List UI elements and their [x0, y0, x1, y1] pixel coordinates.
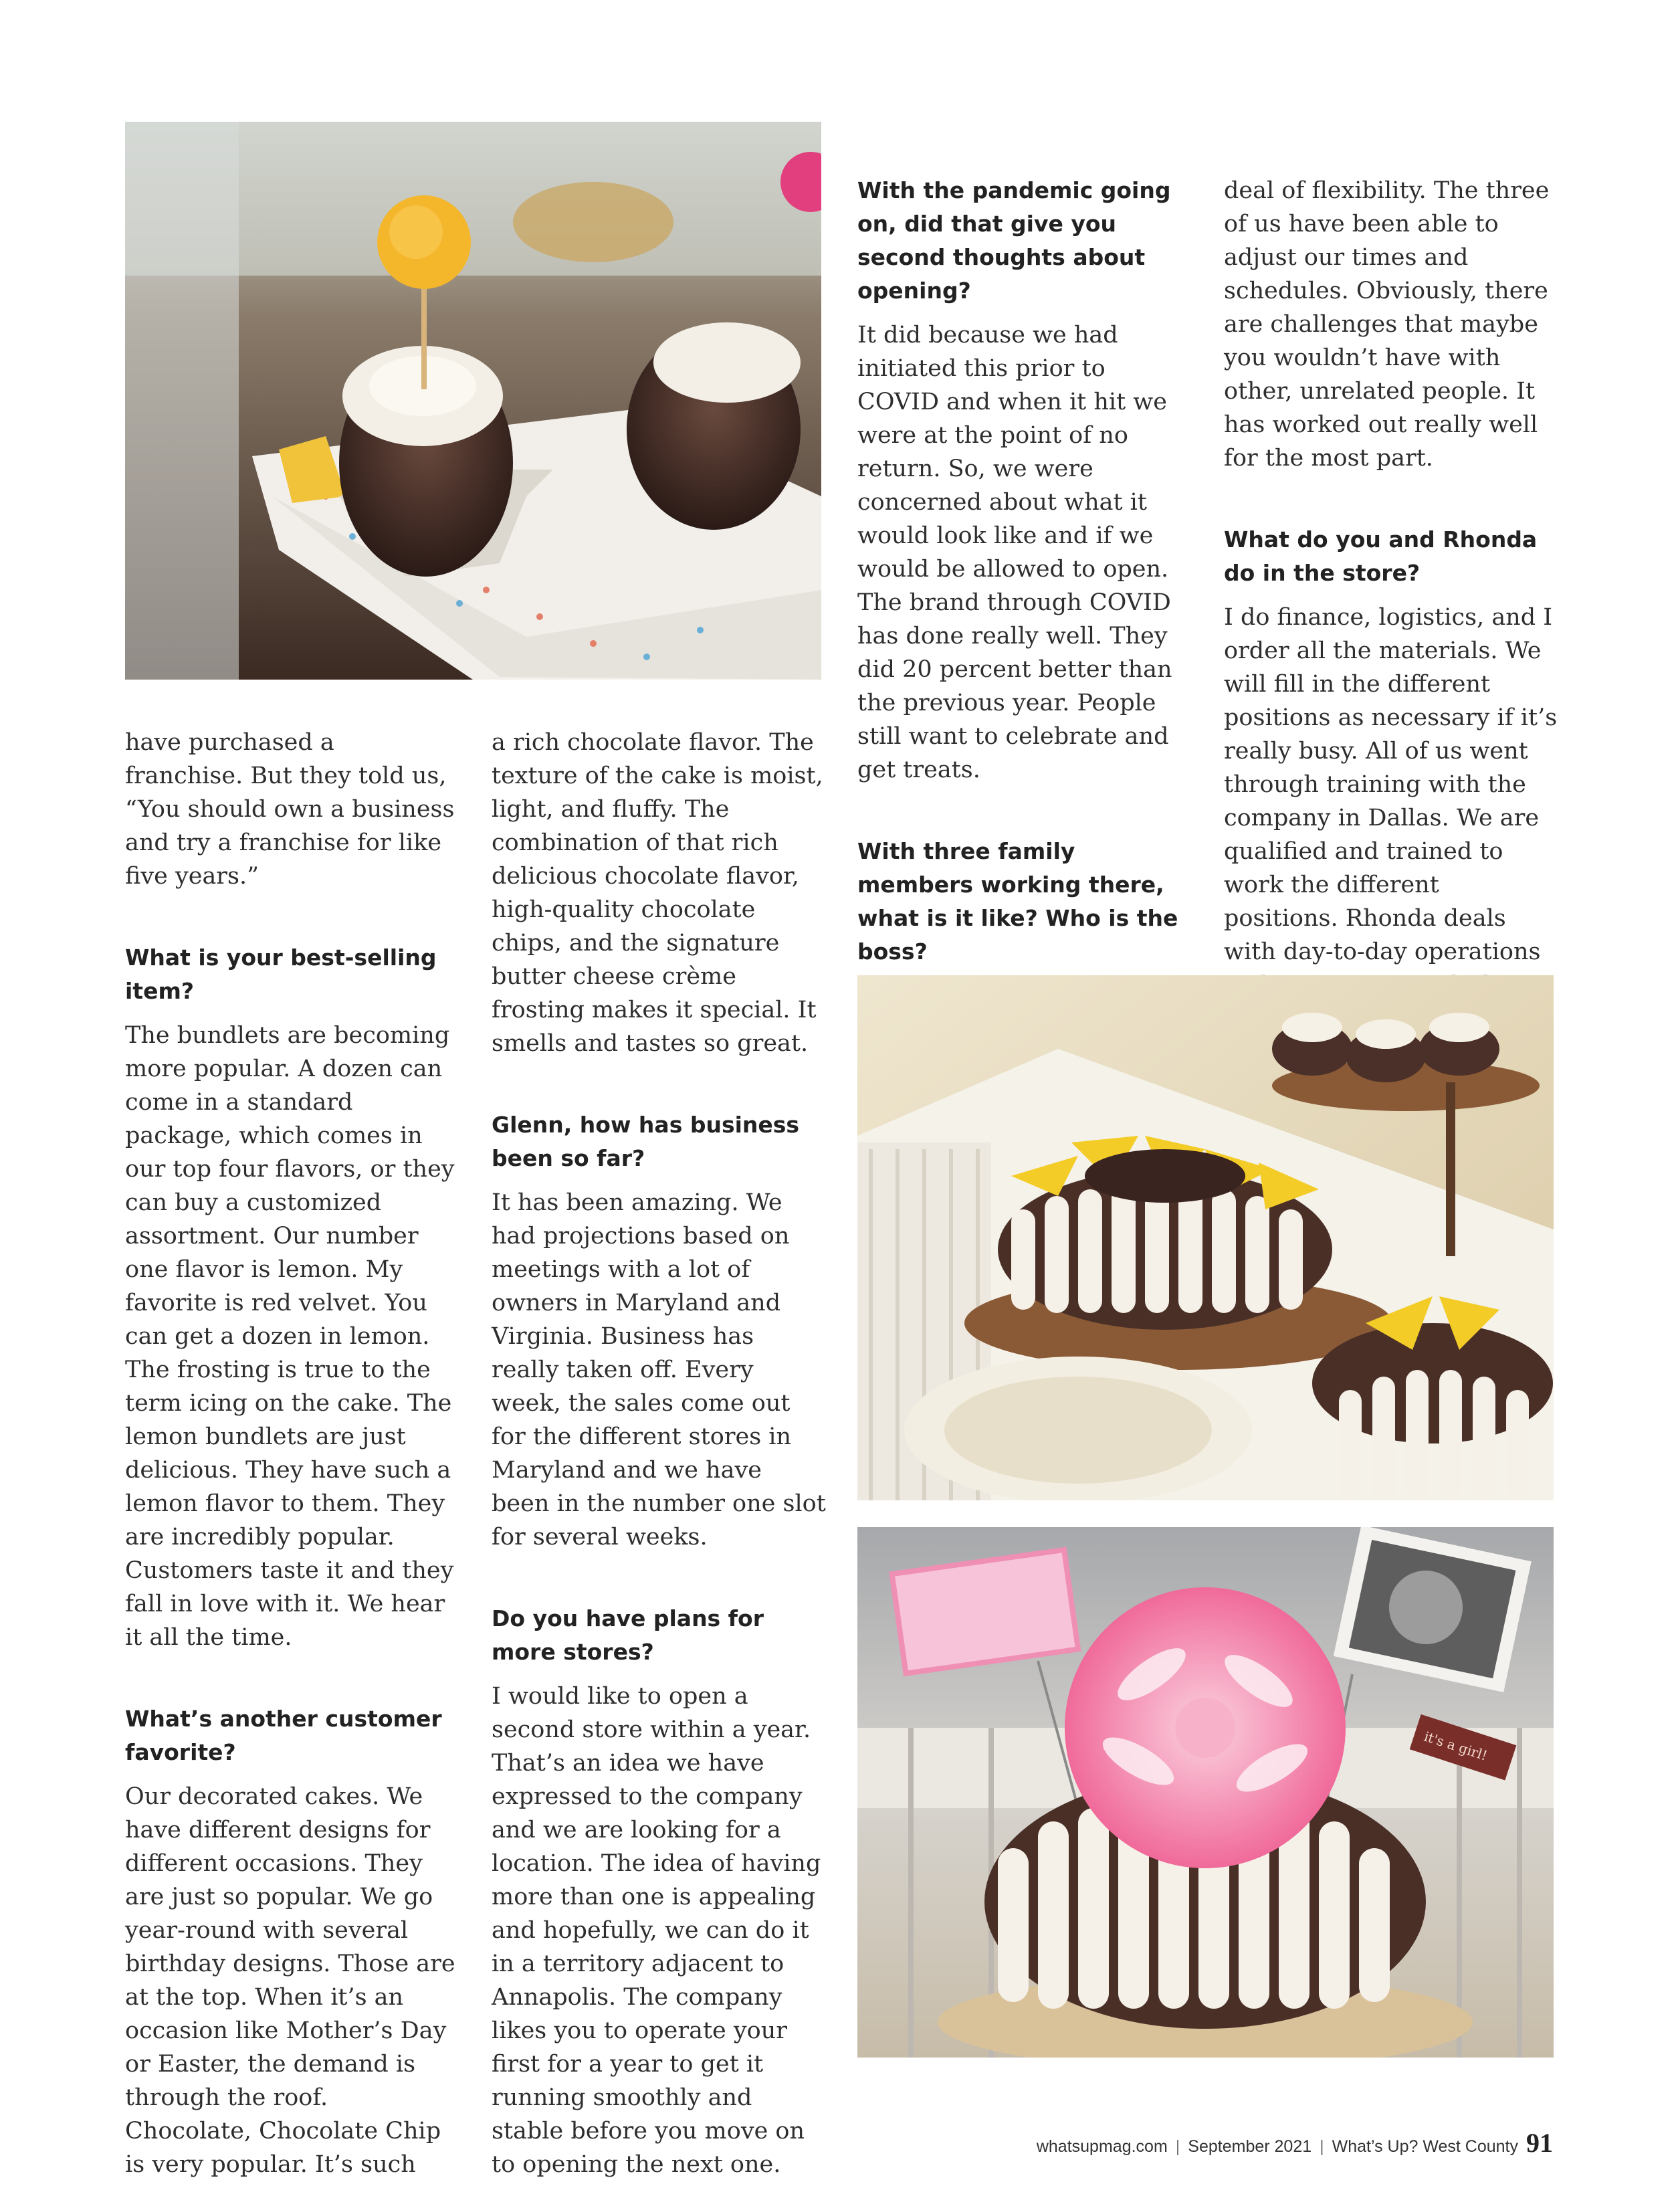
column-2: [492, 726, 826, 2196]
page-number: 91: [1526, 2128, 1553, 2158]
col1-heading: What is your best-selling item?: [125, 944, 437, 1004]
footer-separator: |: [1175, 2137, 1180, 2156]
col1-paragraph: have purchased a franchise. But they told us, “You should own a business and try a franchise for like five years.”: [125, 729, 455, 890]
footer-separator: |: [1320, 2137, 1324, 2156]
col2-paragraph: a rich chocolate flavor. The texture of the cake is moist, light, and fluffy. The combination of that rich delicious chocolate flavor, high-quality chocolate chips, and the signature butter cheese crème frosting makes it special. It smells and tastes so great.: [492, 729, 823, 1057]
column-1: [125, 726, 459, 2196]
photo-bundlet-tray: [125, 122, 821, 680]
col3-heading: With the pandemic going on, did that give you second thoughts about opening?: [857, 177, 1171, 304]
col1-paragraph: The bundlets are becoming more popular. A dozen can come in a standard package, which comes in our top four flavors, or they can buy a customized assortment. Our number one flavor is lemon. My favorite is red velvet. You can get a dozen in lemon. The frosting is true to the term icing on the cake. The lemon bundlets are just delicious. They have such a lemon flavor to them. They are incredibly popular. Customers taste it and they fall in love with it. We hear it all the time.: [125, 1022, 455, 1651]
col4-paragraph: I do finance, logistics, and I order all the materials. We will fill in the different positions as necessary if it’s really busy. All of us went through training with the company in Dallas. We are qualified and trained to work the different positions. Rhonda deals with day-to-day operations: [1224, 604, 1558, 965]
footer-date: September 2021: [1188, 2137, 1312, 2156]
col2-paragraph: I would like to open a second store within a year. That’s an idea we have expressed to the company and we are looking for a location. The idea of having more than one is appealing and hopefully, we can do it in a territory adjacent to Annapolis. The company likes you to operate your first for a year to get it running smoothly and stable before you move on to opening the next one.: [492, 1683, 821, 2178]
photo-decorated-cake: [857, 1527, 1554, 2058]
col3-paragraph: It did because we had initiated this prior to COVID and when it hit we were at the point of no return. So, we were concerned about what it would look like and if we would be allowed to open. The brand through COVID has done really well. They did 20 percent better than the previous year. People still want to celebrate and get treats.: [857, 322, 1172, 783]
column-4: [1224, 174, 1558, 1050]
page-footer: [1037, 2127, 1553, 2159]
col2-heading: Glenn, how has business been so far?: [492, 1112, 800, 1171]
col4-paragraph: deal of flexibility. The three of us have been able to adjust our times and schedules. Obviously, there are challenges that maybe you wouldn’t have with other, unrelated people. It has worked out really well for the most part.: [1224, 177, 1550, 472]
col1-heading: What’s another customer favorite?: [125, 1706, 442, 1765]
col2-heading: Do you have plans for more stores?: [492, 1605, 764, 1665]
col2-paragraph: It has been amazing. We had projections based on meetings with a lot of owners in Maryland and Virginia. Business has really taken off. Every week, the sales come out for the different stores in Maryland and we have been in the number one slot for several weeks.: [492, 1189, 826, 1551]
col3-heading: With three family members working there, what is it like? Who is the boss?: [857, 838, 1178, 965]
footer-publication: What’s Up? West County: [1332, 2137, 1518, 2156]
col1-paragraph: Our decorated cakes. We have different designs for different occasions. They are just so popular. We go year-round with several birthday designs. Those are at the top. When it’s an occasion like Mother’s Day or Easter, the demand is through the roof. Chocolate, Chocolate Chip is very popular. It’s such: [125, 1783, 455, 2178]
col4-heading: What do you and Rhonda do in the store?: [1224, 526, 1538, 586]
column-3: [857, 174, 1192, 1094]
photo-cake-stand: [857, 975, 1554, 1500]
sign-text: it's a girl!: [1422, 1728, 1489, 1764]
footer-site: whatsupmag.com: [1036, 2137, 1168, 2156]
